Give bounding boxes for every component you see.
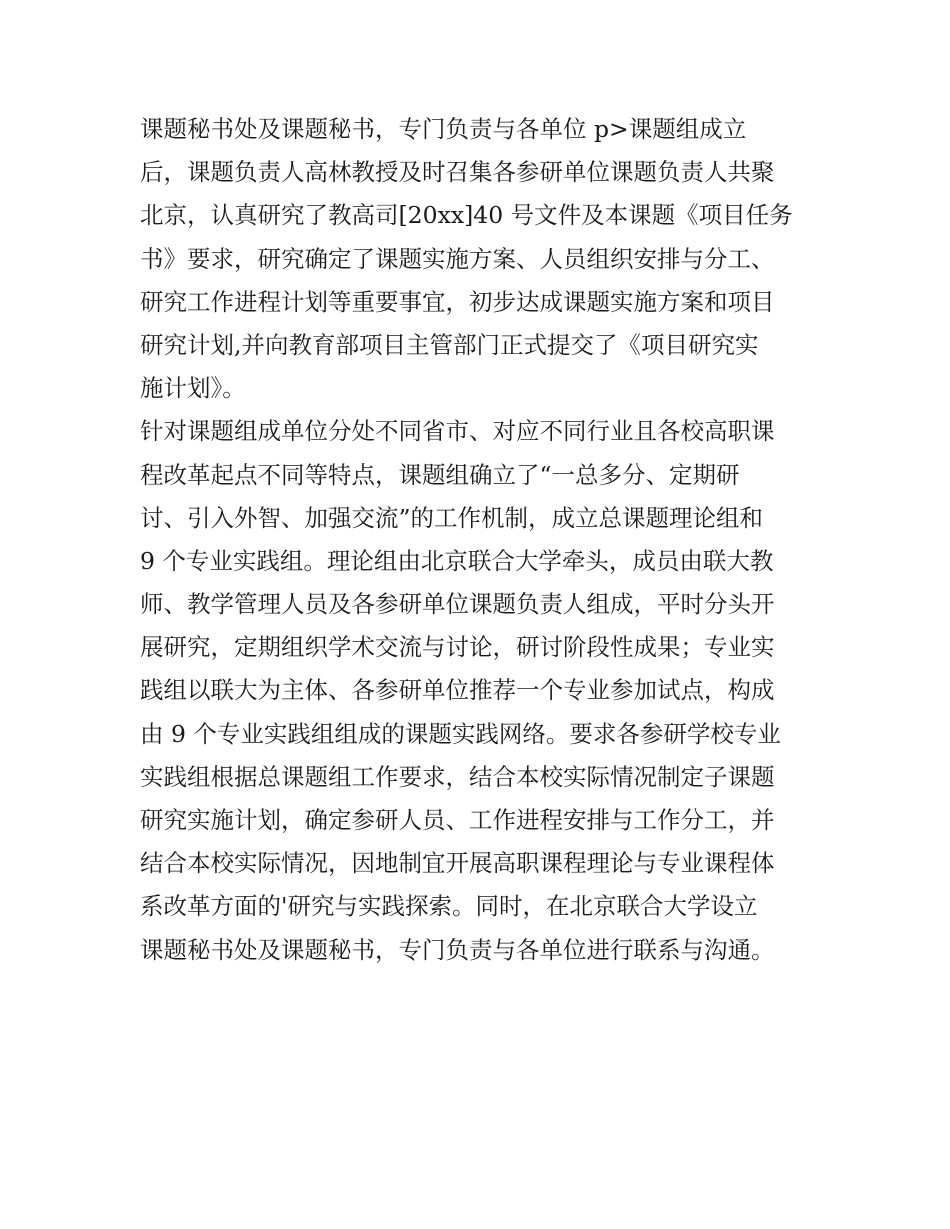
text-line: 研究实施计划，确定参研人员、工作进程安排与工作分工，并 <box>140 806 775 834</box>
text-line: 讨、引入外智、加强交流”的工作机制，成立总课题理论组和 <box>140 503 764 532</box>
text-line: 展研究，定期组织学术交流与讨论，研讨阶段性成果；专业实 <box>140 633 775 662</box>
text-line: 研究计划,并向教育部项目主管部门正式提交了《项目研究实 <box>140 330 759 359</box>
text-line: 实践组根据总课题组工作要求，结合本校实际情况制定子课题 <box>140 762 775 791</box>
text-line: 书》要求，研究确定了课题实施方案、人员组织安排与分工、 <box>140 244 775 273</box>
text-line: 后，课题负责人高林教授及时召集各参研单位课题负责人共聚 <box>140 158 775 187</box>
text-line: 9 个专业实践组。理论组由北京联合大学牵头，成员由联大教 <box>140 546 774 575</box>
text-line: 结合本校实际情况，因地制宜开展高职课程理论与专业课程体 <box>140 849 775 878</box>
text-line: 施计划》。 <box>140 374 246 403</box>
text-line: 师、教学管理人员及各参研单位课题负责人组成，平时分头开 <box>140 590 775 619</box>
text-line: 研究工作进程计划等重要事宜，初步达成课题实施方案和项目 <box>140 287 775 316</box>
text-line: 系改革方面的'研究与实践探索。同时，在北京联合大学设立 <box>140 892 758 921</box>
text-line: 程改革起点不同等特点，课题组确立了“一总多分、定期研 <box>140 460 740 489</box>
text-line: 针对课题组成单位分处不同省市、对应不同行业且各校高职课 <box>140 417 775 446</box>
text-line: 践组以联大为主体、各参研单位推荐一个专业参加试点，构成 <box>140 676 775 705</box>
text-line: 课题秘书处及课题秘书，专门负责与各单位进行联系与沟通。 <box>140 935 775 964</box>
text-line: 课题秘书处及课题秘书，专门负责与各单位 p>课题组成立 <box>140 115 747 143</box>
body-text <box>140 108 830 972</box>
text-line: 由 9 个专业实践组组成的课题实践网络。要求各参研学校专业 <box>140 719 781 748</box>
text-line: 北京，认真研究了教高司[20xx]40 号文件及本课题《项目任务 <box>140 201 793 230</box>
